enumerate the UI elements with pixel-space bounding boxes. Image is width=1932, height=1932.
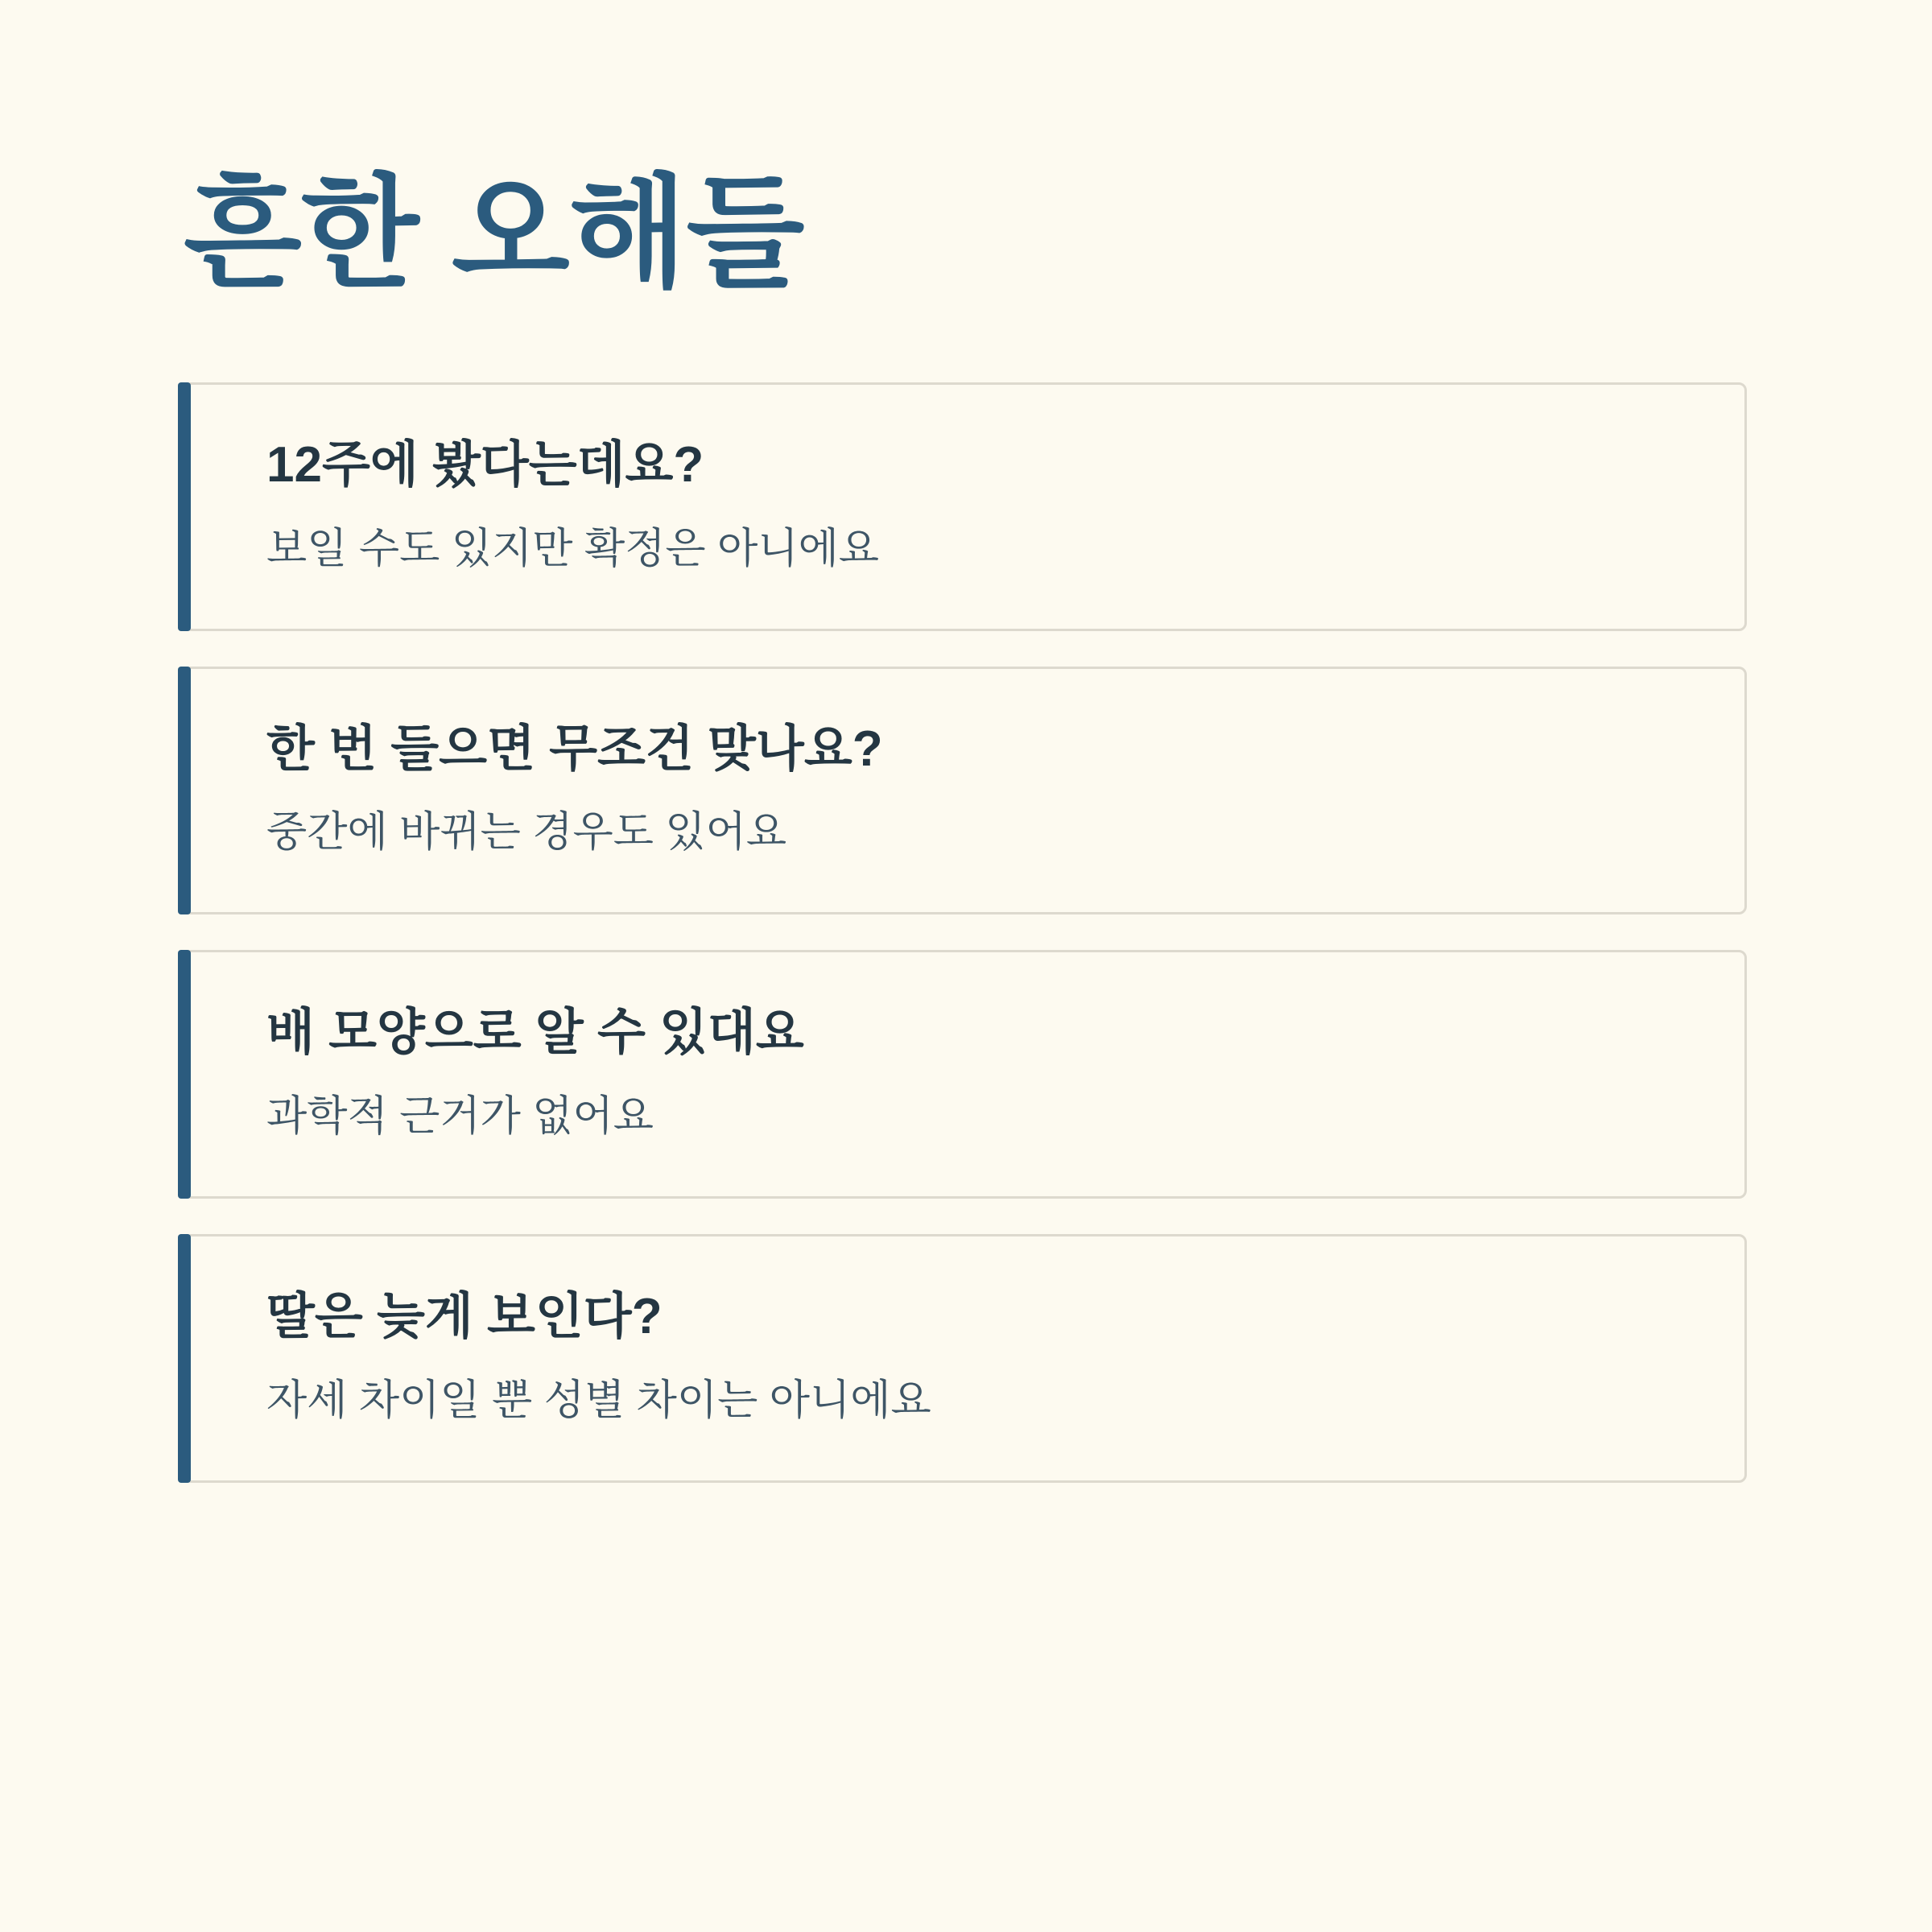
accent-bar <box>178 382 191 631</box>
misconception-card <box>184 667 1747 915</box>
card-question: 딸은 늦게 보인다? <box>266 1289 663 1345</box>
card-question: 한 번 들으면 무조건 맞나요? <box>266 720 883 777</box>
card-question: 배 모양으로 알 수 있대요 <box>266 1005 804 1061</box>
card-answer: 과학적 근거가 없어요 <box>266 1093 654 1141</box>
card-question: 12주에 봤다는데요? <box>266 437 704 493</box>
page-title: 흔한 오해들 <box>184 165 804 302</box>
accent-bar <box>178 950 191 1199</box>
misconception-card <box>184 950 1747 1199</box>
misconception-card <box>184 1234 1747 1483</box>
accent-bar <box>178 1234 191 1483</box>
misconception-card-list <box>184 382 1747 1483</box>
accent-bar <box>178 667 191 915</box>
card-answer: 자세 차이일 뿐 성별 차이는 아니에요 <box>266 1377 931 1424</box>
misconception-card <box>184 382 1747 631</box>
card-answer: 중간에 바뀌는 경우도 있어요 <box>266 809 787 857</box>
card-answer: 보일 수도 있지만 확정은 아니에요 <box>266 525 880 572</box>
